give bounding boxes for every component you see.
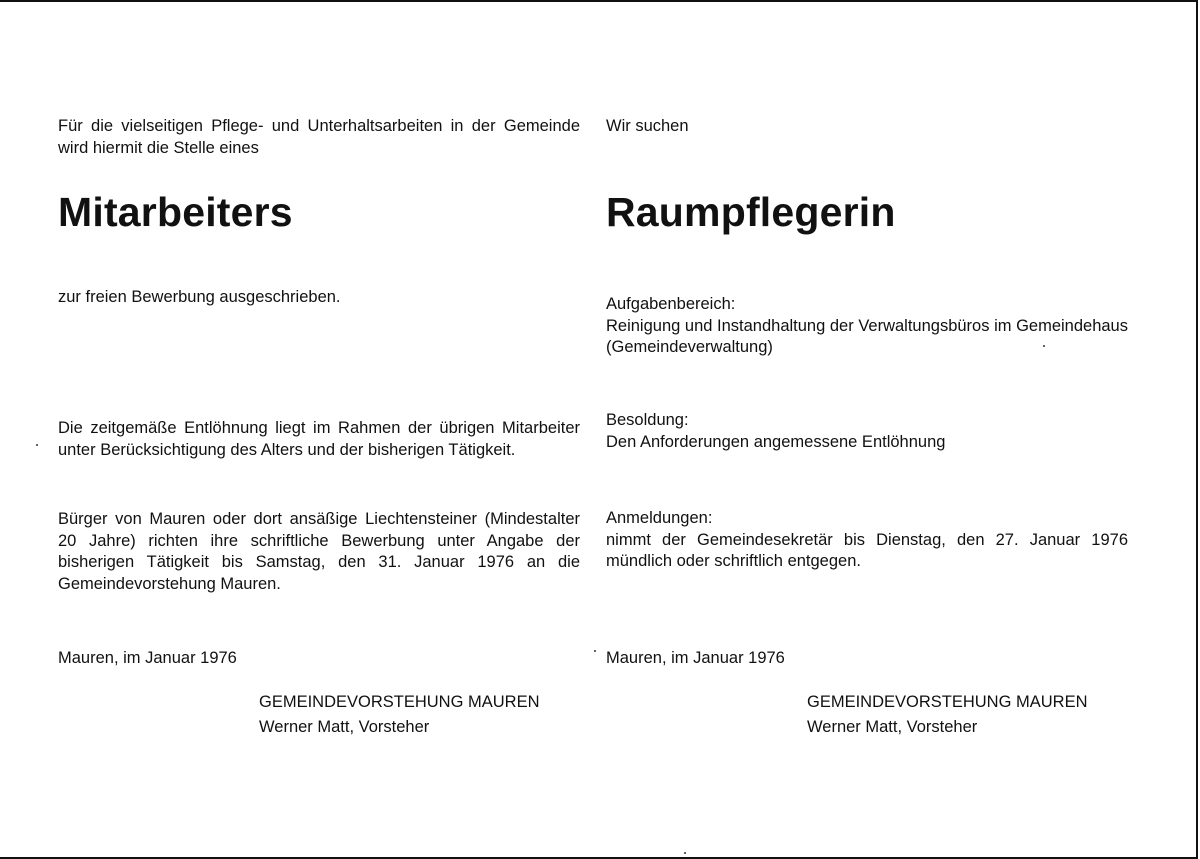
- duties-section: [606, 294, 1130, 359]
- signature-org: GEMEINDEVORSTEHUNG MAUREN: [259, 693, 540, 711]
- scan-speck: [594, 650, 596, 652]
- intro-text: Für die vielseitigen Pflege- und Unterhaltsarbeiten in der Gemeinde wird hiermit die Stelle eines: [58, 117, 580, 157]
- duties-text: Reinigung und Instandhaltung der Verwaltungsbüros im Gemeindehaus (Gemeindeverwaltung): [606, 316, 1128, 356]
- scan-speck: [36, 444, 38, 446]
- subline-text: zur freien Bewerbung ausgeschrieben.: [58, 288, 341, 306]
- scan-speck: [684, 852, 686, 854]
- signature-block-left: [259, 690, 540, 740]
- signature-name: Werner Matt, Vorsteher: [259, 718, 430, 736]
- application-text: nimmt der Gemeindesekretär bis Dienstag, den 27. Januar 1976 mündlich oder schriftlich entgegen.: [606, 530, 1128, 570]
- scan-speck: [1043, 345, 1045, 347]
- pay-label: Besoldung:: [606, 411, 689, 429]
- pay-section: [606, 410, 1130, 453]
- signature-block-right: [807, 690, 1088, 740]
- signature-name: Werner Matt, Vorsteher: [807, 718, 978, 736]
- place-date: Mauren, im Januar 1976: [606, 649, 785, 667]
- place-date: Mauren, im Januar 1976: [58, 649, 237, 667]
- duties-label: Aufgabenbereich:: [606, 295, 736, 313]
- pay-text: Den Anforderungen angemessene Entlöhnung: [606, 432, 946, 451]
- job-title: Mitarbeiters: [58, 189, 293, 235]
- application-label: Anmeldungen:: [606, 509, 713, 527]
- pay-paragraph: Die zeitgemäße Entlöhnung liegt im Rahmen der übrigen Mitarbeiter unter Berücksichtigung des Alters und der bisherigen Tätigkeit.: [58, 419, 580, 459]
- intro-text: Wir suchen: [606, 117, 689, 135]
- application-section: [606, 508, 1130, 573]
- application-paragraph: Bürger von Mauren oder dort ansäßige Liechtensteiner (Mindestalter 20 Jahre) richten ihre schriftliche Bewerbung unter Angabe der bisherigen Tätigkeit bis Samstag, den 31. Januar 1976 an die Gemeindevorstehung Mauren.: [58, 510, 580, 593]
- job-title: Raumpflegerin: [606, 189, 896, 235]
- signature-org: GEMEINDEVORSTEHUNG MAUREN: [807, 693, 1088, 711]
